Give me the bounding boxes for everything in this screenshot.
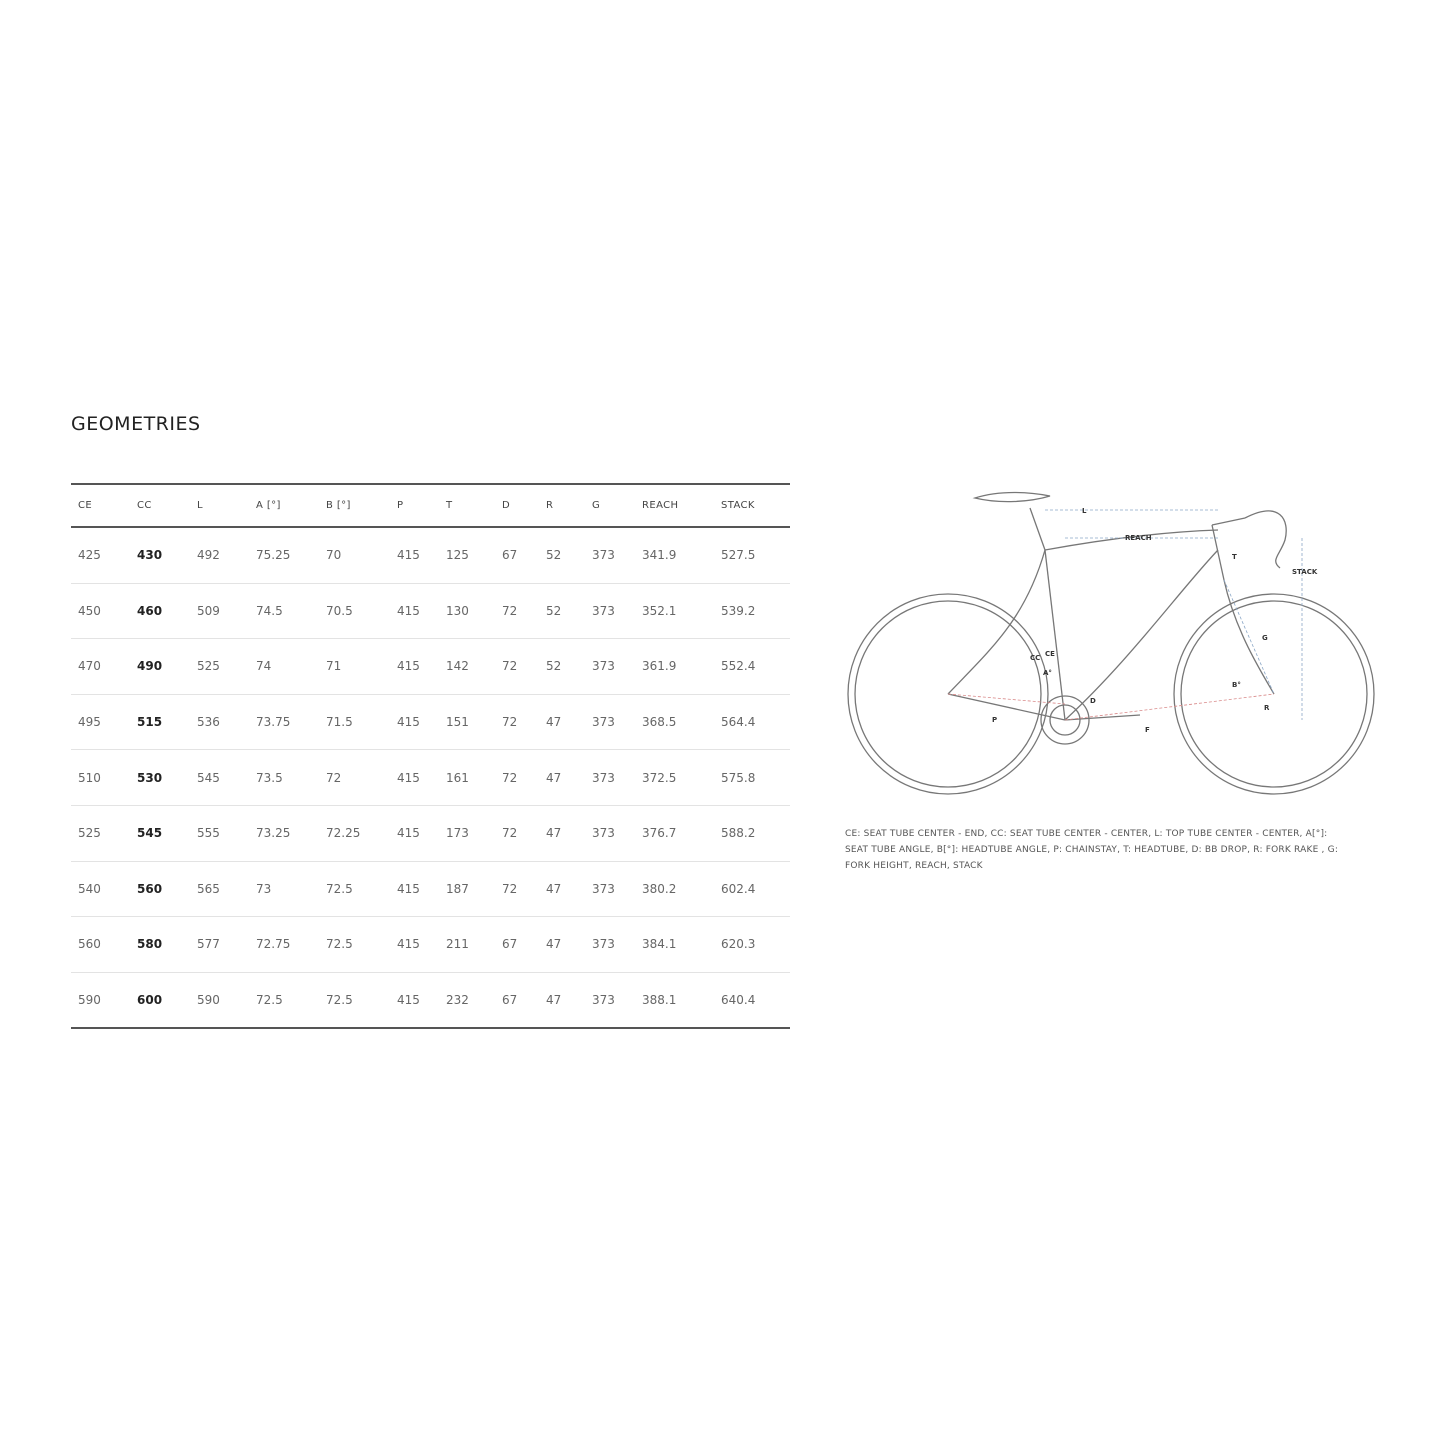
table-cell-cc: 430	[130, 527, 190, 583]
table-row	[71, 583, 790, 639]
label-p: P	[992, 716, 998, 724]
table-cell-stack: 539.2	[714, 583, 790, 639]
table-cell-b: 72	[319, 750, 390, 806]
table-cell-r: 47	[539, 750, 585, 806]
table-cell-ce: 425	[71, 527, 130, 583]
table-cell-b: 70	[319, 527, 390, 583]
column-header-cc: CC	[130, 484, 190, 527]
label-b: B°	[1232, 681, 1241, 689]
table-cell-r: 47	[539, 694, 585, 750]
table-cell-g: 373	[592, 993, 615, 1008]
down-tube	[1065, 550, 1218, 720]
table-cell-t: 173	[439, 805, 495, 861]
table-cell-r: 47	[539, 861, 585, 917]
column-header-p: P	[390, 484, 439, 527]
table-cell-g: 373	[585, 639, 635, 695]
saddle	[975, 493, 1050, 502]
table-cell-p: 415	[390, 639, 439, 695]
table-row	[71, 639, 790, 695]
table-cell-l: 492	[190, 527, 249, 583]
table-cell-d: 67	[495, 527, 539, 583]
table-header-row	[71, 484, 790, 527]
table-cell-a: 73.5	[249, 750, 319, 806]
head-tube	[1212, 525, 1224, 580]
column-header-t: T	[439, 484, 495, 527]
column-header-r: R	[539, 484, 585, 527]
crank-arm	[1065, 715, 1140, 720]
table-cell-l: 577	[190, 917, 249, 973]
table-cell-ce: 510	[71, 750, 130, 806]
table-cell-reach: 368.5	[635, 694, 714, 750]
table-cell-b: 72.25	[319, 805, 390, 861]
label-a: A°	[1043, 669, 1052, 677]
table-cell-l: 545	[190, 750, 249, 806]
label-cc: CC	[1030, 654, 1041, 662]
column-header-b: B [°]	[319, 484, 390, 527]
page-title: GEOMETRIES	[71, 413, 201, 435]
table-cell-a: 73.75	[249, 694, 319, 750]
table-cell-reach: 341.9	[635, 527, 714, 583]
table-cell-g: 373	[585, 805, 635, 861]
table-cell-t: 187	[439, 861, 495, 917]
table-cell-g: 373	[585, 694, 635, 750]
table-cell-t: 161	[439, 750, 495, 806]
table-cell-r: 52	[539, 639, 585, 695]
table-cell-l: 509	[190, 583, 249, 639]
table-cell-d: 72	[495, 639, 539, 695]
column-header-d: D	[495, 484, 539, 527]
table-cell-t: 232	[446, 993, 469, 1008]
table-cell-p: 415	[390, 805, 439, 861]
table-cell-cc: 530	[130, 750, 190, 806]
table-row	[71, 750, 790, 806]
table-cell-d: 67	[495, 917, 539, 973]
table-cell-p: 415	[390, 694, 439, 750]
column-header-g: G	[585, 484, 635, 527]
table-cell-reach: 352.1	[635, 583, 714, 639]
table-row	[71, 694, 790, 750]
table-cell-b: 72.5	[319, 861, 390, 917]
label-d: D	[1090, 697, 1096, 705]
table-cell-d: 72	[495, 805, 539, 861]
table-cell-p: 415	[390, 750, 439, 806]
stem	[1212, 518, 1245, 525]
table-cell-b: 70.5	[319, 583, 390, 639]
bike-geometry-diagram	[840, 480, 1390, 820]
label-reach: REACH	[1125, 534, 1152, 542]
column-header-ce: CE	[71, 484, 130, 527]
table-cell-stack: 564.4	[714, 694, 790, 750]
table-cell-d: 72	[495, 861, 539, 917]
table-cell-b: 71	[319, 639, 390, 695]
table-cell-stack: 575.8	[714, 750, 790, 806]
seatstay	[948, 550, 1045, 694]
table-cell-stack: 552.4	[714, 639, 790, 695]
table-cell-a: 74.5	[249, 583, 319, 639]
handlebar	[1245, 511, 1286, 568]
table-cell-r: 52	[539, 583, 585, 639]
table-cell-g: 373	[585, 917, 635, 973]
table-cell-reach: 384.1	[635, 917, 714, 973]
table-cell-d: 72	[495, 694, 539, 750]
table-row	[71, 805, 790, 861]
table-cell-ce: 525	[71, 805, 130, 861]
table-cell-l: 590	[197, 993, 220, 1008]
table-cell-stack: 620.3	[714, 917, 790, 973]
geometry-table	[71, 483, 790, 1029]
table-cell-g: 373	[585, 583, 635, 639]
table-cell-cc: 580	[130, 917, 190, 973]
table-cell-a: 73.25	[249, 805, 319, 861]
table-row	[71, 917, 790, 973]
table-cell-reach: 361.9	[635, 639, 714, 695]
table-cell-a: 72.75	[249, 917, 319, 973]
table-cell-reach: 372.5	[635, 750, 714, 806]
table-cell-g: 373	[585, 527, 635, 583]
seatpost	[1030, 508, 1045, 550]
table-cell-p: 415	[397, 993, 420, 1008]
table-cell-a: 72.5	[256, 993, 283, 1008]
table-cell-g: 373	[585, 750, 635, 806]
table-cell-r: 47	[539, 805, 585, 861]
diagram-caption: CE: SEAT TUBE CENTER - END, CC: SEAT TUBE CENTER - CENTER, L: TOP TUBE CENTER - CENTER, A[°]: SEAT TUBE ANGLE, B[°]: HEADTUBE ANGLE, P: CHAINSTAY, T: HEADTUBE, D: BB DROP, R: FORK RAKE , G: FORK HEIGHT, REACH, STACK	[845, 829, 1339, 871]
table-cell-reach: 380.2	[635, 861, 714, 917]
column-header-a: A [°]	[249, 484, 319, 527]
table-cell-reach: 376.7	[635, 805, 714, 861]
table-cell-l: 565	[190, 861, 249, 917]
table-row	[71, 972, 790, 1028]
table-cell-r: 47	[539, 917, 585, 973]
table-cell-cc: 560	[130, 861, 190, 917]
table-cell-t: 125	[439, 527, 495, 583]
table-cell-stack: 588.2	[714, 805, 790, 861]
table-cell-cc: 460	[130, 583, 190, 639]
table-cell-l: 536	[190, 694, 249, 750]
table-cell-d: 67	[502, 993, 518, 1008]
table-cell-p: 415	[390, 527, 439, 583]
table-cell-a: 74	[249, 639, 319, 695]
table-cell-stack: 527.5	[714, 527, 790, 583]
table-cell-t: 142	[439, 639, 495, 695]
table-cell-a: 73	[249, 861, 319, 917]
table-row	[71, 527, 790, 583]
table-cell-ce: 470	[71, 639, 130, 695]
label-stack: STACK	[1292, 568, 1318, 576]
table-cell-ce: 450	[71, 583, 130, 639]
label-r: R	[1264, 704, 1270, 712]
table-cell-l: 555	[190, 805, 249, 861]
table-cell-ce: 590	[78, 993, 101, 1008]
table-cell-ce: 560	[71, 917, 130, 973]
table-cell-cc: 515	[130, 694, 190, 750]
table-cell-b: 72.5	[326, 993, 353, 1008]
column-header-stack: STACK	[714, 484, 790, 527]
label-g: G	[1262, 634, 1268, 642]
table-cell-b: 72.5	[319, 917, 390, 973]
table-cell-b: 71.5	[319, 694, 390, 750]
table-cell-r: 47	[546, 993, 562, 1008]
table-cell-ce: 495	[71, 694, 130, 750]
table-cell-d: 72	[495, 750, 539, 806]
table-cell-p: 415	[390, 917, 439, 973]
table-cell-l: 525	[190, 639, 249, 695]
table-cell-t: 211	[439, 917, 495, 973]
table-cell-t: 151	[439, 694, 495, 750]
label-t: T	[1232, 553, 1237, 561]
table-cell-cc: 600	[137, 993, 163, 1008]
geometry-table-body	[71, 527, 790, 1028]
table-cell-a: 75.25	[249, 527, 319, 583]
table-cell-d: 72	[495, 583, 539, 639]
table-cell-r: 52	[539, 527, 585, 583]
table-cell-cc: 490	[130, 639, 190, 695]
table-cell-p: 415	[390, 583, 439, 639]
table-cell-stack: 602.4	[714, 861, 790, 917]
table-cell-g: 373	[585, 861, 635, 917]
table-cell-reach: 388.1	[642, 993, 677, 1008]
label-l: L	[1082, 507, 1087, 515]
label-ce: CE	[1045, 650, 1055, 658]
table-cell-p: 415	[390, 861, 439, 917]
label-f: F	[1145, 726, 1150, 734]
column-header-l: L	[190, 484, 249, 527]
table-cell-t: 130	[439, 583, 495, 639]
table-row	[71, 861, 790, 917]
table-cell-ce: 540	[71, 861, 130, 917]
table-cell-stack: 640.4	[721, 993, 756, 1008]
table-cell-cc: 545	[130, 805, 190, 861]
column-header-reach: REACH	[635, 484, 714, 527]
